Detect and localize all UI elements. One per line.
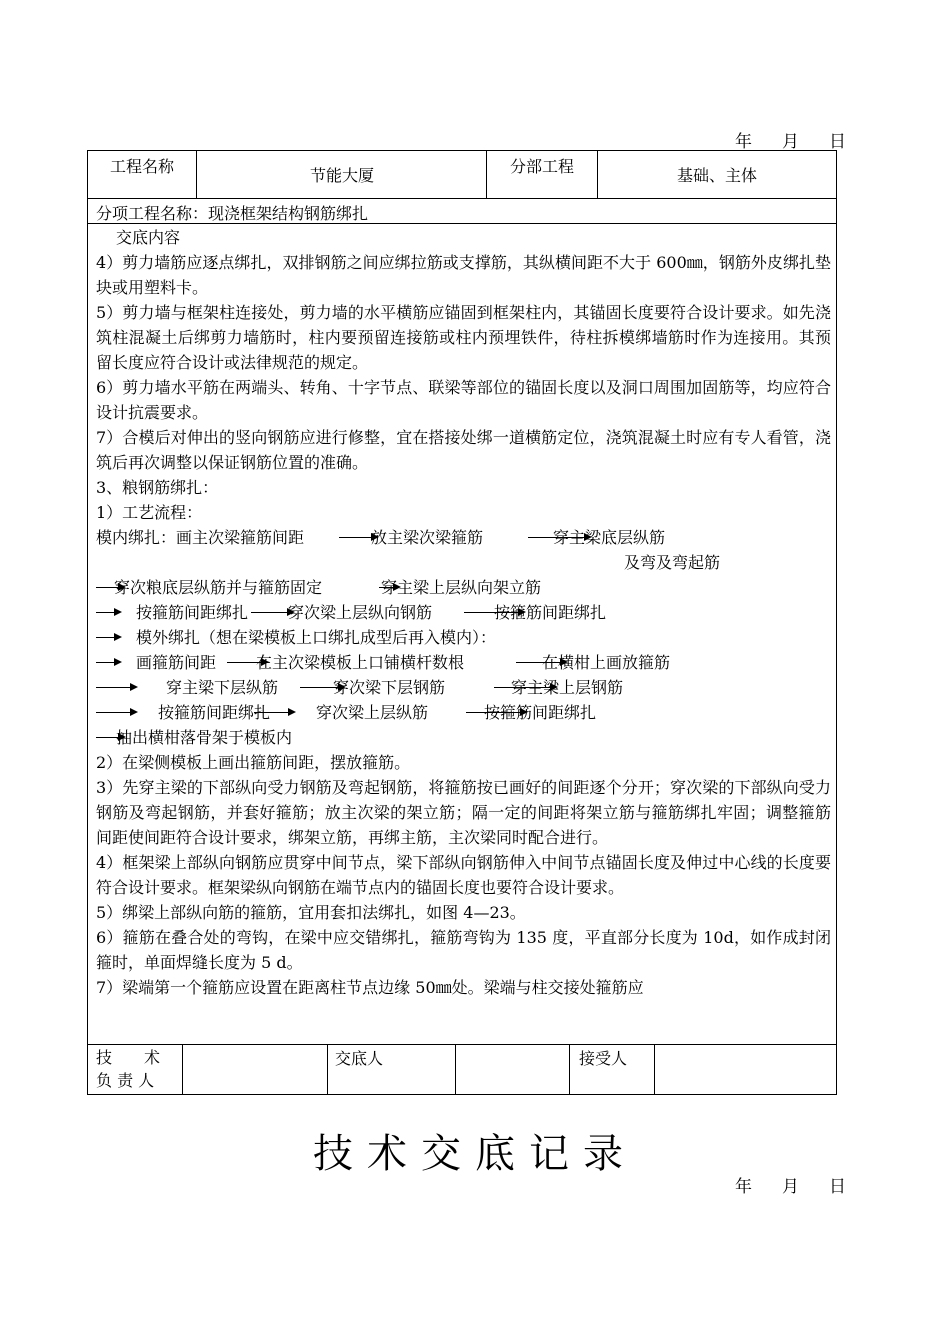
handover-content xyxy=(96,225,831,1000)
date-line-top xyxy=(705,127,846,152)
arrow-icon xyxy=(96,662,120,663)
day-label: 日 xyxy=(829,132,846,152)
flow-line-4 xyxy=(96,625,831,650)
month-label: 月 xyxy=(782,132,799,152)
paragraph-b7: 7）梁端第一个箍筋应设置在距离柱节点边缘 50㎜处。梁端与柱交接处箍筋应 xyxy=(96,978,644,997)
content-heading: 交底内容 xyxy=(116,228,181,247)
flow-line-3 xyxy=(96,600,831,625)
flow-step: 穿主梁上层钢筋 xyxy=(511,678,624,697)
arrow-icon xyxy=(96,612,120,613)
receiver-signature[interactable] xyxy=(655,1045,836,1094)
division-label: 分部工程 xyxy=(509,157,574,176)
paragraph-5: 5）剪力墙与框架柱连接处，剪力墙的水平横筋应锚固到框架柱内，其锚固长度要符合设计要求。如先浇筑柱混凝土后绑剪力墙筋时，柱内要预留连接筋或柱内预埋铁件，待柱拆模绑墙筋时作为连接用。其预留长度应符合设计或法律规范的规定。 xyxy=(96,303,831,372)
flow-step: 模内绑扎：画主次梁箍筋间距 xyxy=(96,528,305,547)
arrow-icon xyxy=(379,587,399,588)
flow-line-8 xyxy=(96,725,831,750)
year-label: 年 xyxy=(735,1177,752,1197)
flow-step: 在横柑上画放箍筋 xyxy=(542,653,671,672)
flow-step: 穿次粮底层纵筋并与箍筋固定 xyxy=(114,578,323,597)
project-name-label: 工程名称 xyxy=(109,157,174,176)
process-flow-heading: 1）工艺流程： xyxy=(96,503,203,522)
date-line-bottom xyxy=(705,1172,846,1197)
arrow-icon xyxy=(254,712,294,713)
flow-step: 穿主梁上层纵向架立筋 xyxy=(381,578,542,597)
flow-line-1 xyxy=(96,525,831,550)
project-name-value: 节能大厦 xyxy=(309,166,374,185)
arrow-icon xyxy=(251,612,293,613)
flow-step: 穿次梁上层纵向钢筋 xyxy=(288,603,433,622)
flow-step: 穿主梁下层纵筋 xyxy=(166,678,279,697)
flow-step: 及弯及弯起筋 xyxy=(624,553,721,572)
paragraph-4: 4）剪力墙筋应逐点绑扎，双排钢筋之间应绑拉筋或支撑筋，其纵横间距不大于 600㎜，钢筋外皮绑扎垫块或用塑料卡。 xyxy=(96,253,831,297)
header-row xyxy=(88,151,836,199)
tech-lead-label-line2: 负 责 人 xyxy=(96,1071,155,1090)
flow-step: 模外绑扎（想在梁模板上口绑扎成型后再入模内）： xyxy=(136,628,497,647)
section-3-heading: 3、粮钢筋绑扎： xyxy=(96,478,219,497)
paragraph-b4: 4）框架梁上部纵向钢筋应贯穿中间节点，梁下部纵向钢筋伸入中间节点锚固长度及伸过中心线的长度要符合设计要求。框架梁纵向钢筋在端节点内的锚固长度也要符合设计要求。 xyxy=(96,853,831,897)
handover-person-signature[interactable] xyxy=(456,1045,569,1094)
flow-step: 在主次梁模板上口铺横杆数根 xyxy=(256,653,465,672)
flow-step: 按箍筋间距绑扎 xyxy=(136,603,249,622)
flow-step: 抽出横柑落骨架于模板内 xyxy=(116,728,293,747)
flow-step: 按箍筋间距绑扎 xyxy=(494,603,607,622)
subitem-row xyxy=(88,198,836,224)
flow-line-5 xyxy=(96,650,831,675)
paragraph-b3: 3）先穿主梁的下部纵向受力钢筋及弯起钢筋，将箍筋按已画好的间距逐个分开；穿次梁的下部纵向受力钢筋及弯起钢筋，并套好箍筋；放主次梁的架立筋；隔一定的间距将架立筋与箍筋绑扎牢固；调整箍筋间距使间距符合设计要求，绑架立筋，再绑主筋，主次梁同时配合进行。 xyxy=(96,778,831,847)
paragraph-6: 6）剪力墙水平筋在两端头、转角、十字节点、联梁等部位的锚固长度以及洞口周围加固筋等，均应符合设计抗震要求。 xyxy=(96,378,831,422)
handover-person-label: 交底人 xyxy=(335,1049,384,1068)
flow-line-6 xyxy=(96,675,831,700)
paragraph-7: 7）合模后对伸出的竖向钢筋应进行修整，宜在搭接处绑一道横筋定位，浇筑混凝土时应有专人看管，浇筑后再次调整以保证钢筋位置的准确。 xyxy=(96,428,831,472)
flow-step: 穿主梁底层纵筋 xyxy=(553,528,666,547)
month-label: 月 xyxy=(782,1177,799,1197)
flow-step: 画箍筋间距 xyxy=(136,653,217,672)
flow-line-1b xyxy=(96,550,831,575)
flow-step: 按箍筋间距绑扎 xyxy=(484,703,597,722)
receiver-label: 接受人 xyxy=(579,1049,628,1068)
tech-lead-signature[interactable] xyxy=(183,1045,327,1094)
paragraph-b6: 6）箍筋在叠合处的弯钩，在梁中应交错绑扎，箍筋弯钩为 135 度，平直部分长度为 10d，如作成封闭箍时，单面焊缝长度为 5 d。 xyxy=(96,928,831,972)
tech-lead-label-line1: 技 术 xyxy=(96,1048,161,1067)
arrow-icon xyxy=(96,637,120,638)
flow-line-7 xyxy=(96,700,831,725)
handover-record-table xyxy=(87,150,837,1095)
arrow-icon xyxy=(96,712,136,713)
year-label: 年 xyxy=(735,132,752,152)
subitem-name: 分项工程名称：现浇框架结构钢筋绑扎 xyxy=(96,204,369,223)
day-label: 日 xyxy=(829,1177,846,1197)
arrow-icon xyxy=(96,687,136,688)
flow-step: 穿次梁上层纵筋 xyxy=(316,703,429,722)
flow-step: 按箍筋间距绑扎 xyxy=(158,703,271,722)
division-value: 基础、主体 xyxy=(676,166,757,185)
flow-step: 穿次梁下层钢筋 xyxy=(333,678,446,697)
paragraph-b2: 2）在梁侧模板上画出箍筋间距，摆放箍筋。 xyxy=(96,753,411,772)
signature-row xyxy=(88,1044,836,1094)
tech-lead-label xyxy=(96,1045,182,1094)
paragraph-b5: 5）绑梁上部纵向筋的箍筋，宜用套扣法绑扎，如图 4—23。 xyxy=(96,903,526,922)
flow-line-2 xyxy=(96,575,831,600)
page-title: 技术交底记录 xyxy=(313,1131,637,1177)
flow-step: 放主梁次梁箍筋 xyxy=(371,528,484,547)
